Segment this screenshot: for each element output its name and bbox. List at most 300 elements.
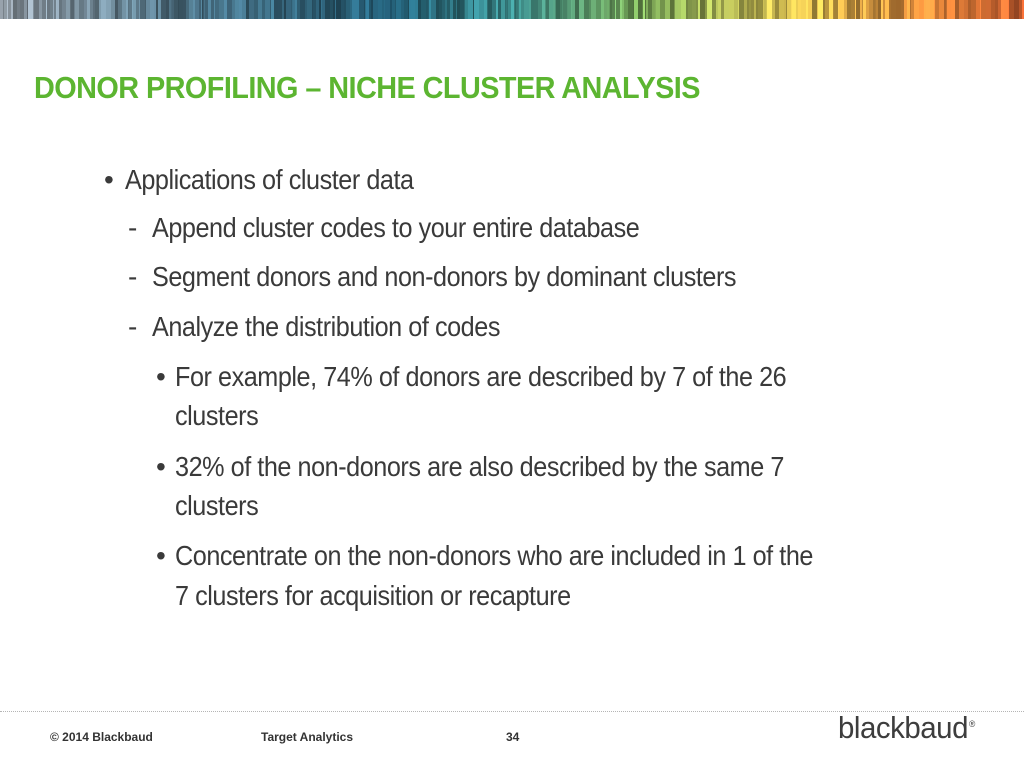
band-stripe bbox=[385, 0, 390, 19]
band-stripe bbox=[457, 0, 460, 19]
band-stripe bbox=[1015, 0, 1019, 19]
band-stripe bbox=[688, 0, 692, 19]
logo-wordmark: blackbaud bbox=[838, 710, 969, 745]
band-stripe bbox=[718, 0, 721, 19]
band-stripe bbox=[468, 0, 473, 19]
band-stripe bbox=[24, 0, 27, 19]
band-stripe bbox=[95, 0, 99, 19]
band-stripe bbox=[84, 0, 87, 19]
band-stripe bbox=[885, 0, 889, 19]
band-stripe bbox=[734, 0, 738, 19]
band-stripe bbox=[34, 0, 39, 19]
band-stripe bbox=[839, 0, 844, 19]
band-stripe bbox=[39, 0, 42, 19]
band-stripe bbox=[784, 0, 786, 19]
band-stripe bbox=[792, 0, 796, 19]
band-stripe bbox=[436, 0, 439, 19]
band-stripe bbox=[860, 0, 862, 19]
band-stripe bbox=[447, 0, 450, 19]
band-stripe bbox=[729, 0, 734, 19]
band-stripe bbox=[562, 0, 563, 19]
band-stripe bbox=[856, 0, 860, 19]
band-stripe bbox=[246, 0, 249, 19]
band-stripe bbox=[484, 0, 487, 19]
band-stripe bbox=[665, 0, 670, 19]
band-stripe bbox=[166, 0, 169, 19]
band-stripe bbox=[869, 0, 873, 19]
band-stripe bbox=[959, 0, 964, 19]
sub-bullet-segment: Segment donors and non-donors by dominant clusters bbox=[152, 261, 737, 292]
band-stripe bbox=[986, 0, 991, 19]
band-stripe bbox=[847, 0, 851, 19]
band-stripe bbox=[786, 0, 787, 19]
band-stripe bbox=[575, 0, 579, 19]
band-stripe bbox=[747, 0, 749, 19]
band-stripe bbox=[622, 0, 624, 19]
band-stripe bbox=[357, 0, 359, 19]
band-stripe bbox=[995, 0, 998, 19]
band-stripe bbox=[866, 0, 869, 19]
band-stripe bbox=[855, 0, 856, 19]
band-stripe bbox=[560, 0, 562, 19]
band-stripe bbox=[947, 0, 951, 19]
band-stripe bbox=[157, 0, 158, 19]
band-stripe bbox=[624, 0, 628, 19]
band-stripe bbox=[488, 0, 492, 19]
band-stripe bbox=[439, 0, 442, 19]
band-stripe bbox=[546, 0, 549, 19]
band-stripe bbox=[227, 0, 232, 19]
band-stripe bbox=[507, 0, 508, 19]
bullet-marker: • bbox=[104, 164, 114, 195]
band-stripe bbox=[775, 0, 779, 19]
band-stripe bbox=[336, 0, 341, 19]
band-stripe bbox=[862, 0, 863, 19]
band-stripe bbox=[3, 0, 4, 19]
band-stripe bbox=[796, 0, 798, 19]
sub-bullet-analyze: Analyze the distribution of codes bbox=[152, 311, 500, 342]
bullet-main: Applications of cluster data bbox=[125, 164, 414, 195]
band-stripe bbox=[382, 0, 384, 19]
band-stripe bbox=[806, 0, 808, 19]
band-stripe bbox=[1014, 0, 1015, 19]
page-number: 34 bbox=[506, 730, 520, 744]
band-stripe bbox=[344, 0, 346, 19]
bullet-marker: • bbox=[156, 451, 166, 482]
band-stripe bbox=[596, 0, 601, 19]
band-stripe bbox=[767, 0, 772, 19]
band-stripe bbox=[270, 0, 271, 19]
band-stripe bbox=[946, 0, 947, 19]
band-stripe bbox=[57, 0, 59, 19]
band-stripe bbox=[508, 0, 511, 19]
band-stripe bbox=[607, 0, 609, 19]
band-stripe bbox=[291, 0, 292, 19]
band-stripe bbox=[47, 0, 50, 19]
band-stripe bbox=[27, 0, 28, 19]
band-stripe bbox=[235, 0, 239, 19]
band-stripe bbox=[371, 0, 373, 19]
band-stripe bbox=[863, 0, 866, 19]
band-stripe bbox=[178, 0, 179, 19]
band-stripe bbox=[753, 0, 754, 19]
band-stripe bbox=[998, 0, 1001, 19]
band-stripe bbox=[1009, 0, 1014, 19]
band-stripe bbox=[115, 0, 118, 19]
band-stripe bbox=[292, 0, 293, 19]
band-stripe bbox=[612, 0, 615, 19]
band-stripe bbox=[418, 0, 421, 19]
band-stripe bbox=[183, 0, 186, 19]
band-stripe bbox=[648, 0, 652, 19]
band-stripe bbox=[54, 0, 56, 19]
band-stripe bbox=[919, 0, 923, 19]
band-stripe bbox=[189, 0, 190, 19]
band-stripe bbox=[120, 0, 122, 19]
band-stripe bbox=[638, 0, 642, 19]
band-stripe bbox=[7, 0, 8, 19]
dash-marker: - bbox=[128, 212, 138, 243]
subsub-bullet-concentrate-line1: Concentrate on the non-donors who are included in 1 of the bbox=[175, 540, 813, 571]
band-stripe bbox=[935, 0, 936, 19]
band-stripe bbox=[415, 0, 418, 19]
band-stripe bbox=[460, 0, 464, 19]
band-stripe bbox=[258, 0, 262, 19]
band-stripe bbox=[46, 0, 47, 19]
band-stripe bbox=[42, 0, 46, 19]
band-stripe bbox=[833, 0, 834, 19]
band-stripe bbox=[939, 0, 944, 19]
band-stripe bbox=[524, 0, 529, 19]
band-stripe bbox=[517, 0, 518, 19]
band-stripe bbox=[817, 0, 818, 19]
band-stripe bbox=[111, 0, 115, 19]
band-stripe bbox=[426, 0, 428, 19]
band-stripe bbox=[628, 0, 633, 19]
band-stripe bbox=[506, 0, 507, 19]
band-stripe bbox=[464, 0, 465, 19]
band-stripe bbox=[465, 0, 468, 19]
band-stripe bbox=[75, 0, 79, 19]
band-stripe bbox=[955, 0, 959, 19]
band-stripe bbox=[645, 0, 646, 19]
band-stripe bbox=[325, 0, 330, 19]
band-stripe bbox=[971, 0, 976, 19]
band-stripe bbox=[501, 0, 505, 19]
band-stripe bbox=[295, 0, 297, 19]
band-stripe bbox=[505, 0, 506, 19]
band-stripe bbox=[300, 0, 305, 19]
band-stripe bbox=[169, 0, 171, 19]
band-stripe bbox=[352, 0, 357, 19]
band-stripe bbox=[724, 0, 729, 19]
band-stripe bbox=[696, 0, 698, 19]
band-stripe bbox=[620, 0, 622, 19]
band-stripe bbox=[17, 0, 20, 19]
band-stripe bbox=[549, 0, 553, 19]
band-stripe bbox=[401, 0, 404, 19]
band-stripe bbox=[529, 0, 531, 19]
band-stripe bbox=[140, 0, 145, 19]
band-stripe bbox=[321, 0, 322, 19]
band-stripe bbox=[844, 0, 847, 19]
band-stripe bbox=[378, 0, 382, 19]
band-stripe bbox=[450, 0, 453, 19]
band-stripe bbox=[634, 0, 638, 19]
band-stripe bbox=[93, 0, 95, 19]
band-stripe bbox=[271, 0, 274, 19]
band-stripe bbox=[705, 0, 707, 19]
band-stripe bbox=[633, 0, 634, 19]
band-stripe bbox=[265, 0, 270, 19]
band-stripe bbox=[556, 0, 560, 19]
bullet-marker: • bbox=[156, 361, 166, 392]
band-stripe bbox=[553, 0, 555, 19]
band-stripe bbox=[128, 0, 129, 19]
band-stripe bbox=[224, 0, 227, 19]
band-stripe bbox=[186, 0, 189, 19]
band-stripe bbox=[751, 0, 753, 19]
band-stripe bbox=[652, 0, 654, 19]
band-stripe bbox=[674, 0, 675, 19]
band-stripe bbox=[70, 0, 71, 19]
band-stripe bbox=[307, 0, 312, 19]
band-stripe bbox=[749, 0, 751, 19]
band-stripe bbox=[545, 0, 546, 19]
band-stripe bbox=[739, 0, 744, 19]
band-stripe bbox=[772, 0, 775, 19]
subsub-bullet-concentrate-line2: 7 clusters for acquisition or recapture bbox=[175, 580, 571, 611]
band-stripe bbox=[646, 0, 648, 19]
band-stripe bbox=[335, 0, 336, 19]
band-stripe bbox=[643, 0, 645, 19]
band-stripe bbox=[881, 0, 883, 19]
band-stripe bbox=[431, 0, 436, 19]
band-stripe bbox=[453, 0, 456, 19]
band-stripe bbox=[555, 0, 556, 19]
band-stripe bbox=[878, 0, 881, 19]
band-stripe bbox=[762, 0, 763, 19]
band-stripe bbox=[74, 0, 75, 19]
band-stripe bbox=[589, 0, 591, 19]
band-stripe bbox=[284, 0, 286, 19]
band-stripe bbox=[316, 0, 319, 19]
band-stripe bbox=[584, 0, 589, 19]
band-stripe bbox=[202, 0, 203, 19]
band-stripe bbox=[421, 0, 426, 19]
band-stripe bbox=[249, 0, 254, 19]
band-stripe bbox=[330, 0, 333, 19]
band-stripe bbox=[208, 0, 211, 19]
band-stripe bbox=[889, 0, 891, 19]
band-stripe bbox=[215, 0, 219, 19]
band-stripe bbox=[951, 0, 955, 19]
band-stripe bbox=[282, 0, 284, 19]
band-stripe bbox=[798, 0, 801, 19]
band-stripe bbox=[59, 0, 62, 19]
band-stripe bbox=[707, 0, 712, 19]
band-stripe bbox=[744, 0, 747, 19]
band-stripe bbox=[172, 0, 174, 19]
band-stripe bbox=[305, 0, 307, 19]
band-stripe bbox=[254, 0, 258, 19]
band-stripe bbox=[232, 0, 235, 19]
band-stripe bbox=[122, 0, 126, 19]
band-stripe bbox=[392, 0, 395, 19]
footer-copyright: © 2014 Blackbaud bbox=[50, 730, 153, 744]
band-stripe bbox=[571, 0, 572, 19]
band-stripe bbox=[359, 0, 364, 19]
band-stripe bbox=[609, 0, 610, 19]
band-stripe bbox=[655, 0, 656, 19]
band-stripe bbox=[779, 0, 784, 19]
band-stripe bbox=[11, 0, 13, 19]
band-stripe bbox=[968, 0, 971, 19]
band-stripe bbox=[395, 0, 396, 19]
band-stripe bbox=[133, 0, 136, 19]
band-stripe bbox=[812, 0, 817, 19]
band-stripe bbox=[911, 0, 914, 19]
band-stripe bbox=[754, 0, 756, 19]
band-stripe bbox=[20, 0, 24, 19]
band-stripe bbox=[145, 0, 146, 19]
band-stripe bbox=[766, 0, 767, 19]
band-stripe bbox=[313, 0, 316, 19]
slide-title: DONOR PROFILING – NICHE CLUSTER ANALYSIS bbox=[34, 70, 700, 105]
band-stripe bbox=[980, 0, 981, 19]
band-stripe bbox=[158, 0, 161, 19]
sub-bullet-append: Append cluster codes to your entire database bbox=[152, 212, 640, 243]
band-stripe bbox=[118, 0, 120, 19]
band-stripe bbox=[79, 0, 84, 19]
band-stripe bbox=[601, 0, 603, 19]
band-stripe bbox=[910, 0, 911, 19]
band-stripe bbox=[487, 0, 488, 19]
band-stripe bbox=[274, 0, 278, 19]
band-stripe bbox=[686, 0, 688, 19]
band-stripe bbox=[473, 0, 474, 19]
band-stripe bbox=[297, 0, 300, 19]
band-stripe bbox=[1008, 0, 1009, 19]
band-stripe bbox=[429, 0, 431, 19]
band-stripe bbox=[964, 0, 968, 19]
band-stripe bbox=[511, 0, 514, 19]
band-stripe bbox=[199, 0, 201, 19]
band-stripe bbox=[293, 0, 295, 19]
band-stripe bbox=[758, 0, 762, 19]
band-stripe bbox=[205, 0, 208, 19]
band-stripe bbox=[219, 0, 224, 19]
band-stripe bbox=[615, 0, 616, 19]
band-stripe bbox=[914, 0, 919, 19]
band-stripe bbox=[904, 0, 907, 19]
band-stripe bbox=[28, 0, 33, 19]
band-stripe bbox=[62, 0, 66, 19]
band-stripe bbox=[174, 0, 178, 19]
bullet-marker: • bbox=[156, 540, 166, 571]
band-stripe bbox=[369, 0, 371, 19]
band-stripe bbox=[364, 0, 365, 19]
band-stripe bbox=[901, 0, 904, 19]
band-stripe bbox=[875, 0, 876, 19]
band-stripe bbox=[542, 0, 545, 19]
band-stripe bbox=[883, 0, 885, 19]
band-stripe bbox=[534, 0, 538, 19]
band-stripe bbox=[66, 0, 70, 19]
band-stripe bbox=[851, 0, 855, 19]
band-stripe bbox=[944, 0, 946, 19]
band-stripe bbox=[366, 0, 369, 19]
band-stripe bbox=[456, 0, 457, 19]
band-stripe bbox=[907, 0, 910, 19]
band-stripe bbox=[193, 0, 195, 19]
band-stripe bbox=[239, 0, 242, 19]
band-stripe bbox=[700, 0, 705, 19]
band-stripe bbox=[563, 0, 567, 19]
dash-marker: - bbox=[128, 261, 138, 292]
band-stripe bbox=[139, 0, 140, 19]
band-stripe bbox=[195, 0, 199, 19]
dash-marker: - bbox=[128, 311, 138, 342]
band-stripe bbox=[516, 0, 517, 19]
subsub-bullet-nondonors-line1: 32% of the non-donors are also described by the same 7 bbox=[175, 451, 784, 482]
band-stripe bbox=[692, 0, 696, 19]
band-stripe bbox=[408, 0, 409, 19]
band-stripe bbox=[568, 0, 571, 19]
band-stripe bbox=[519, 0, 521, 19]
band-stripe bbox=[333, 0, 335, 19]
band-stripe bbox=[214, 0, 215, 19]
band-stripe bbox=[136, 0, 139, 19]
band-stripe bbox=[106, 0, 111, 19]
band-stripe bbox=[312, 0, 313, 19]
band-stripe bbox=[190, 0, 193, 19]
band-stripe bbox=[763, 0, 764, 19]
band-stripe bbox=[479, 0, 484, 19]
band-stripe bbox=[654, 0, 655, 19]
band-stripe bbox=[838, 0, 839, 19]
band-stripe bbox=[442, 0, 445, 19]
band-stripe bbox=[698, 0, 700, 19]
subsub-bullet-nondonors-line2: clusters bbox=[175, 490, 259, 521]
band-stripe bbox=[891, 0, 896, 19]
band-stripe bbox=[787, 0, 791, 19]
band-stripe bbox=[616, 0, 620, 19]
band-stripe bbox=[930, 0, 934, 19]
band-stripe bbox=[712, 0, 716, 19]
band-stripe bbox=[8, 0, 11, 19]
band-stripe bbox=[0, 0, 3, 19]
band-stripe bbox=[201, 0, 202, 19]
band-stripe bbox=[129, 0, 132, 19]
band-stripe bbox=[411, 0, 415, 19]
band-stripe bbox=[681, 0, 686, 19]
band-stripe bbox=[1001, 0, 1004, 19]
band-stripe bbox=[322, 0, 325, 19]
band-stripe bbox=[474, 0, 479, 19]
band-stripe bbox=[409, 0, 411, 19]
band-stripe bbox=[161, 0, 166, 19]
band-stripe bbox=[4, 0, 7, 19]
band-stripe bbox=[678, 0, 681, 19]
band-stripe bbox=[981, 0, 986, 19]
band-stripe bbox=[154, 0, 156, 19]
footer-product: Target Analytics bbox=[261, 730, 354, 744]
band-stripe bbox=[262, 0, 265, 19]
band-stripe bbox=[396, 0, 401, 19]
band-stripe bbox=[211, 0, 214, 19]
band-stripe bbox=[33, 0, 34, 19]
